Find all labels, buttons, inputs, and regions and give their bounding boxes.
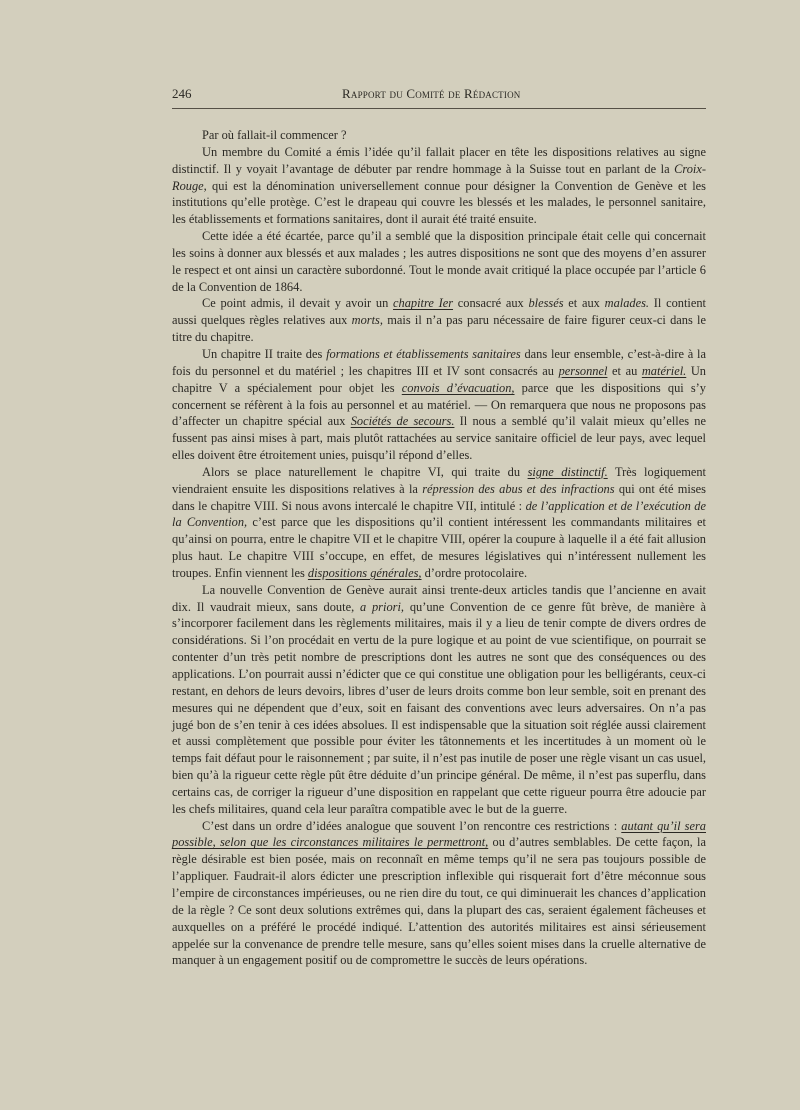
italic-phrase: répression des abus et des infractions <box>422 481 615 496</box>
italic-phrase: signe distinctif. <box>527 464 608 479</box>
page-number: 246 <box>172 86 192 101</box>
text-run: consacré aux <box>453 296 529 311</box>
paragraph <box>172 295 706 346</box>
underlined-phrase <box>642 364 686 378</box>
italic-phrase: formations et établissements sanitaires <box>326 346 521 361</box>
italic-phrase: morts, <box>351 313 383 328</box>
italic-phrase: blessés <box>528 296 564 311</box>
text-run: c’est parce que les dispositions qu’il contient intéressent les commandants militaires et qu’ainsi on pourra, entre le chapitre VII et le chapitre VIII, opérer la coupure à laquelle il a été fait allusion plus haut. Le chapitre VIII s’occupe, en effet, de mesures législatives qui n’intéressent nullement les troupes. Enfin viennent les <box>172 515 706 580</box>
running-title: Rapport du Comité de Rédaction <box>342 86 521 101</box>
text-run: Alors se place naturellement le chapitre VI, qui traite du <box>202 464 528 479</box>
text-run: La nouvelle Convention de Genève aurait ainsi trente-deux articles tandis que l’ancienne en avait dix. Il vaudrait mieux, sans doute, <box>172 582 706 614</box>
text-run: et au <box>607 363 642 378</box>
paragraph <box>172 228 706 295</box>
underlined-phrase <box>559 364 608 378</box>
text-run: qui ont été mises dans le chapitre VIII. Si nous avons intercalé le chapitre VII, intitulé : <box>172 481 706 513</box>
underlined-phrase <box>393 296 453 310</box>
italic-phrase: convois d’évacuation, <box>401 380 515 395</box>
text-run: parce que les dispositions qui s’y concernent se réfèrent à la fois au personnel et au matériel. — On remarquera que nous ne proposons pas d’affecter un chapitre spécial aux <box>172 380 706 429</box>
text-run: qui est la dénomination universellement connue pour désigner la Convention de Genève et les institutions qu’elle protège. C’est le drapeau qui couvre les blessés et les malades, le personnel sanitaire, les établissements et formations sanitaires, dont il aurait été traité ensuite. <box>172 178 706 227</box>
italic-phrase: Sociétés de secours. <box>350 414 455 429</box>
italic-phrase: chapitre Ier <box>393 296 454 311</box>
text-run: Un chapitre II traite des <box>202 346 327 361</box>
text-run: Il contient aussi quelques règles relatives aux <box>172 296 706 328</box>
paragraph <box>172 127 706 144</box>
paragraph <box>172 346 706 464</box>
text-run: Un chapitre V a spécialement pour objet les <box>172 363 706 395</box>
italic-phrase: malades. <box>604 296 650 311</box>
text-run: C’est dans un ordre d’idées analogue que souvent l’on rencontre ces restrictions : <box>202 818 622 833</box>
underlined-phrase <box>351 414 455 428</box>
paragraph <box>172 582 706 818</box>
text-run: ou d’autres semblables. De cette façon, la règle désirable est bien posée, mais on reconnaît en même temps qu’il ne sera pas toujours possible de l’appliquer. Faudrait-il alors édicter une prescription inflexible qui risquerait fort d’être méconnue sous l’empire de circonstances impérieuses, ou ne rien dire du tout, ce qui diminuerait les chances d’application de la règle ? Ce sont deux solutions extrêmes qui, dans la plupart des cas, seraient également fâcheuses et auxquelles on a préféré le procédé indiqué. L’attention des autorités militaires est ainsi sérieusement appelée sur la convenance de prendre telle mesure, sans qu’elles soient mises dans la cruelle alternative de manquer à un engagement positif ou de compromettre le succès de leurs opérations. <box>172 835 706 968</box>
italic-phrase: dispositions générales, <box>307 565 422 580</box>
text-run: dans leur ensemble, c’est-à-dire à la fois du personnel et du matériel ; les chapitres III et IV sont consacrés au <box>172 346 706 378</box>
paragraph <box>172 144 706 228</box>
italic-phrase: Croix-Rouge, <box>172 161 706 193</box>
italic-phrase: matériel. <box>641 363 687 378</box>
page-header <box>172 86 706 106</box>
text-run: Très logiquement viendraient ensuite les dispositions relatives à la <box>172 464 706 496</box>
paragraph <box>172 464 706 582</box>
text-run: Un membre du Comité a émis l’idée qu’il fallait placer en tête les dispositions relatives au signe distinctif. Il y voyait l’avantage de débuter par rendre hommage à la Suisse tout en parlant de la <box>172 144 706 176</box>
header-rule <box>172 108 706 109</box>
text-run: qu’une Convention de ce genre fût brève, de manière à s’incorporer facilement dans les règlements militaires, mais il y a lieu de tenir compte de divers ordres de considérations. Si l’on procédait en vertu de la pure logique et au point de vue scientifique, on pourrait se contenter d’un très petit nombre de prescriptions dont les autres ne sont que des conséquences ou des applications. L’on pourrait aussi n’édicter que ce qui constitue une obligation pour les belligérants, ceux-ci restant, en dehors de leurs devoirs, libres d’user de leurs droits comme bon leur semble, soit en prenant des mesures qui ne dépendent que d’eux, soit en faisant des conventions avec leurs adversaires. On n’a pas jugé bon de s’en tenir à ces idées absolues. Il est indispensable que la situation soit réglée aussi clairement et aussi complètement que possible pour éviter les tâtonnements et les incertitudes à un moment où le temps fait défaut pour le raisonnement ; par suite, il n’est pas inutile de poser une règle visant un cas usuel, bien qu’à la rigueur cette règle pût être déduite d’un principe général. De même, il n’est pas superflu, dans certains cas, de corriger la rigueur d’une disposition en rappelant que cette rigueur pourra être adoucie par les chefs militaires, quand cela leur paraîtra compatible avec le but de la guerre. <box>172 599 707 816</box>
text-run: mais il n’a pas paru nécessaire de faire figurer ceux-ci dans le titre du chapitre. <box>172 313 706 345</box>
italic-phrase: autant qu’il sera possible, selon que les circonstances militaires le permettront, <box>172 818 706 850</box>
text-run: Par où fallait-il commencer ? <box>202 128 347 142</box>
body-text <box>172 127 706 969</box>
text-run: Ce point admis, il devait y avoir un <box>202 296 394 311</box>
paragraph <box>172 818 706 970</box>
underlined-phrase <box>308 566 422 580</box>
italic-phrase: a priori, <box>359 599 405 614</box>
text-run: et aux <box>563 296 605 311</box>
text-run: Cette idée a été écartée, parce qu’il a semblé que la disposition principale était celle qui concernait les soins à donner aux blessés et aux malades ; les autres dispositions ne sont que des moyens d’en assurer le respect et ont ainsi un caractère subordonné. Tout le monde avait critiqué la place occupée par l’article 6 de la Convention de 1864. <box>172 229 706 294</box>
italic-phrase: de l’application et de l’exécution de la Convention, <box>172 498 706 530</box>
text-run: d’ordre protocolaire. <box>421 565 528 580</box>
italic-phrase: personnel <box>558 363 608 378</box>
underlined-phrase <box>528 465 608 479</box>
text-run: Il nous a semblé qu’il valait mieux qu’elles ne fussent pas ainsi mises à part, mais plutôt rattachées au service sanitaire officiel de leur pays, avec lequel elles doivent être étroitement unies, puisqu’il répond d’elles. <box>172 414 706 463</box>
underlined-phrase <box>402 381 515 395</box>
